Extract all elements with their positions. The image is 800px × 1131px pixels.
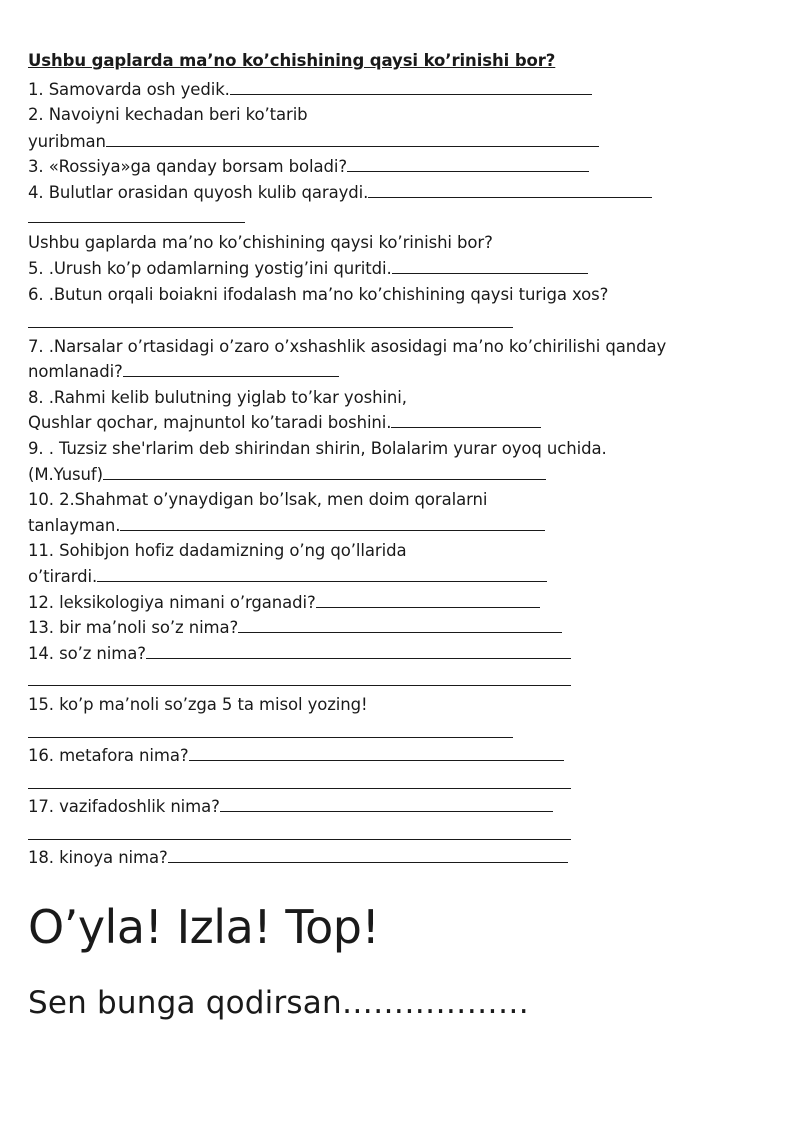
question-10: 10. 2.Shahmat o’ynaydigan bo’lsak, men doim qoralarni [28, 490, 488, 509]
question-10-cont-text: tanlayman. [28, 516, 121, 535]
answer-blank[interactable] [347, 157, 589, 172]
question-6: 6. .Butun orqali boiakni ifodalash ma’no ko’chishining qaysi turiga xos? [28, 285, 609, 304]
question-18-text: 18. kinoya nima? [28, 848, 168, 867]
answer-blank[interactable] [220, 797, 553, 812]
answer-line[interactable] [28, 222, 245, 223]
answer-blank[interactable] [391, 413, 541, 428]
question-7: 7. .Narsalar o’rtasidagi o’zaro o’xshashlik asosidagi ma’no ko’chirilishi qanday [28, 337, 667, 356]
question-13 [28, 618, 562, 638]
question-8: 8. .Rahmi kelib bulutning yiglab to’kar yoshini, [28, 388, 407, 407]
question-1 [28, 80, 592, 100]
answer-blank[interactable] [368, 183, 652, 198]
question-11: 11. Sohibjon hofiz dadamizning o’ng qo’llarida [28, 541, 407, 560]
answer-blank[interactable] [316, 593, 540, 608]
question-3 [28, 157, 589, 177]
answer-line[interactable] [28, 788, 571, 789]
answer-blank[interactable] [168, 848, 568, 863]
question-5 [28, 259, 588, 279]
answer-blank[interactable] [392, 259, 588, 274]
answer-line[interactable] [28, 685, 571, 686]
question-17-text: 17. vazifadoshlik nima? [28, 797, 220, 816]
question-14 [28, 644, 571, 664]
question-2-cont [28, 132, 599, 152]
question-2-cont-text: yuribman [28, 132, 106, 151]
worksheet-heading: Ushbu gaplarda ma’no ko’chishining qaysi ko’rinishi bor? [28, 51, 556, 70]
question-16 [28, 746, 564, 766]
answer-line[interactable] [28, 327, 513, 328]
answer-line[interactable] [28, 839, 571, 840]
question-4 [28, 183, 652, 203]
question-2 [28, 105, 308, 125]
question-2-text: 2. Navoiyni kechadan beri ko’tarib [28, 105, 308, 124]
question-7-cont [28, 362, 339, 382]
question-3-text: 3. «Rossiya»ga qanday borsam boladi? [28, 157, 347, 176]
answer-blank[interactable] [123, 362, 339, 377]
section-heading: Ushbu gaplarda ma’no ko’chishining qaysi ko’rinishi bor? [28, 233, 493, 252]
question-4-text: 4. Bulutlar orasidan quyosh kulib qaraydi. [28, 183, 369, 202]
question-7-cont-text: nomlanadi? [28, 362, 123, 381]
question-13-text: 13. bir ma’noli so’z nima? [28, 618, 239, 637]
answer-blank[interactable] [103, 465, 546, 480]
answer-blank[interactable] [106, 132, 599, 147]
question-5-text: 5. .Urush ko’p odamlarning yostig’ini quritdi. [28, 259, 392, 278]
question-17 [28, 797, 553, 817]
question-15: 15. ko’p ma’noli so’zga 5 ta misol yozing! [28, 695, 368, 714]
question-8-cont [28, 413, 541, 433]
question-18 [28, 848, 568, 868]
question-11-cont-text: o’tirardi. [28, 567, 98, 586]
question-9: 9. . Tuzsiz she'rlarim deb shirindan shirin, Bolalarim yurar oyoq uchida. [28, 439, 607, 458]
answer-blank[interactable] [189, 746, 564, 761]
answer-blank[interactable] [230, 80, 592, 95]
answer-blank[interactable] [97, 567, 547, 582]
question-9-cont [28, 465, 546, 485]
tagline: Sen bunga qodirsan……………… [28, 985, 530, 1021]
question-12-text: 12. leksikologiya nimani o’rganadi? [28, 593, 316, 612]
question-16-text: 16. metafora nima? [28, 746, 189, 765]
answer-blank[interactable] [238, 618, 562, 633]
answer-blank[interactable] [146, 644, 571, 659]
question-8-cont-text: Qushlar qochar, majnuntol ko’taradi boshini. [28, 413, 392, 432]
question-9-cont-text: (M.Yusuf) [28, 465, 103, 484]
question-1-text: 1. Samovarda osh yedik. [28, 80, 230, 99]
question-10-cont [28, 516, 545, 536]
answer-blank[interactable] [120, 516, 545, 531]
question-14-text: 14. so’z nima? [28, 644, 146, 663]
answer-line[interactable] [28, 737, 513, 738]
question-11-cont [28, 567, 547, 587]
question-12 [28, 593, 540, 613]
motto: O’yla! Izla! Top! [28, 900, 380, 954]
